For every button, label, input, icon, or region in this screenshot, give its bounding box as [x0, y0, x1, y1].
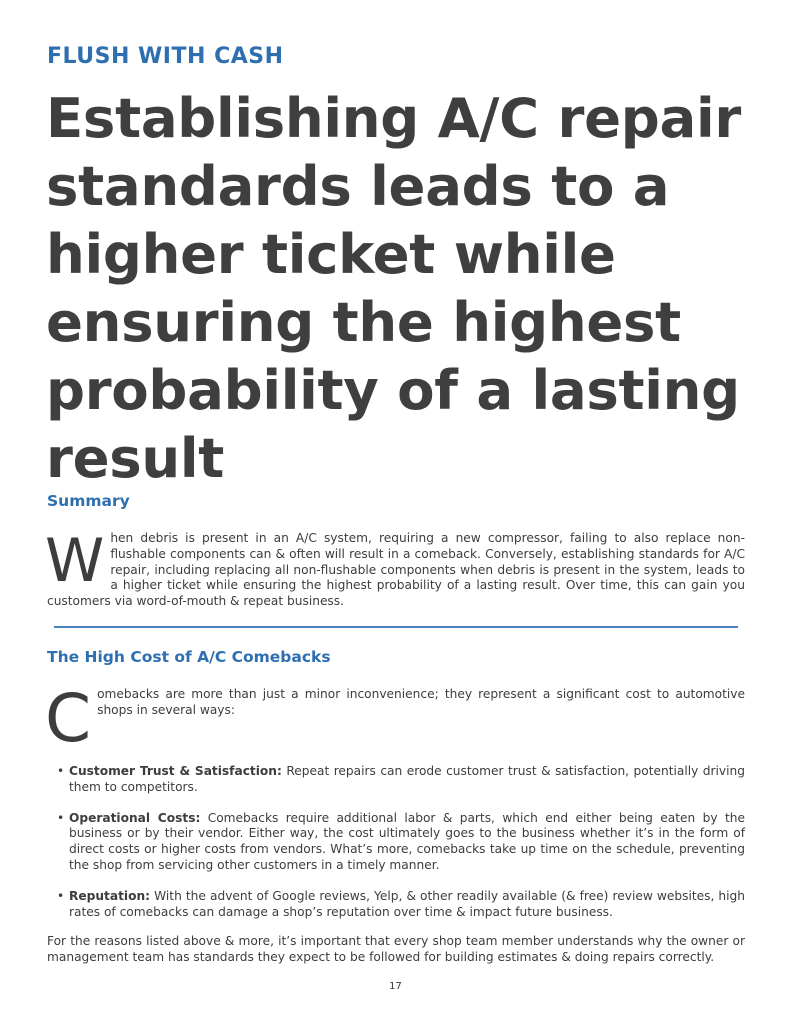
summary-label: Summary [47, 492, 130, 510]
bullet-term: Operational Costs: [69, 810, 201, 825]
closing-paragraph: For the reasons listed above & more, it’s important that every shop team member understands why the owner or management team has standards they expect to be followed for building estimates & doing repairs correctly. [47, 934, 745, 964]
bullet-item-reputation [57, 889, 745, 921]
section-dropcap: C [45, 680, 92, 757]
bullet-term: Reputation: [69, 888, 151, 903]
bullet-item-trust [57, 764, 745, 796]
section-intro [45, 680, 745, 757]
bullet-dot-icon: • [57, 810, 65, 825]
section-title: The High Cost of A/C Comebacks [47, 648, 331, 666]
bullet-dot-icon: • [57, 888, 65, 903]
cost-bullet-list [57, 764, 745, 935]
bullet-item-operational [57, 811, 745, 874]
bullet-text: Comebacks require additional labor & parts, which end either being eaten by the business or by their vendor. Either way, the cost ultimately goes to the business whether it’s in the form of direct costs or higher costs from vendors. What’s more, comebacks take up time on the schedule, preventing the shop from servicing other customers in a timely manner. [69, 810, 745, 872]
page-number: 17 [389, 981, 402, 992]
summary-dropcap: W [45, 526, 105, 596]
bullet-dot-icon: • [57, 764, 65, 778]
section-intro-text: omebacks are more than just a minor inconvenience; they represent a significant cost to automotive shops in several ways: [97, 687, 745, 717]
headline: Establishing A/C repair standards leads to a higher ticket while ensuring the highest probability of a lasting result [46, 86, 741, 490]
kicker: FLUSH WITH CASH [47, 44, 284, 69]
bullet-text: Repeat repairs can erode customer trust & satisfaction, potentially driving them to competitors. [69, 764, 745, 794]
bullet-term: Customer Trust & Satisfaction: [69, 764, 282, 778]
summary-paragraph [45, 526, 745, 610]
section-divider [54, 626, 738, 628]
summary-text: hen debris is present in an A/C system, requiring a new compressor, failing to also replace non-flushable components can & often will result in a comeback. Conversely, establishing standards for A/C repair, including replacing all non-flushable components when debris is present in the system, leads to a higher ticket while ensuring the highest probability of a lasting result. Over time, this can gain you customers via word-of-mouth & repeat business. [47, 531, 745, 609]
bullet-text: With the advent of Google reviews, Yelp, & other readily available (& free) review websites, high rates of comebacks can damage a shop’s reputation over time & impact future business. [69, 888, 745, 919]
